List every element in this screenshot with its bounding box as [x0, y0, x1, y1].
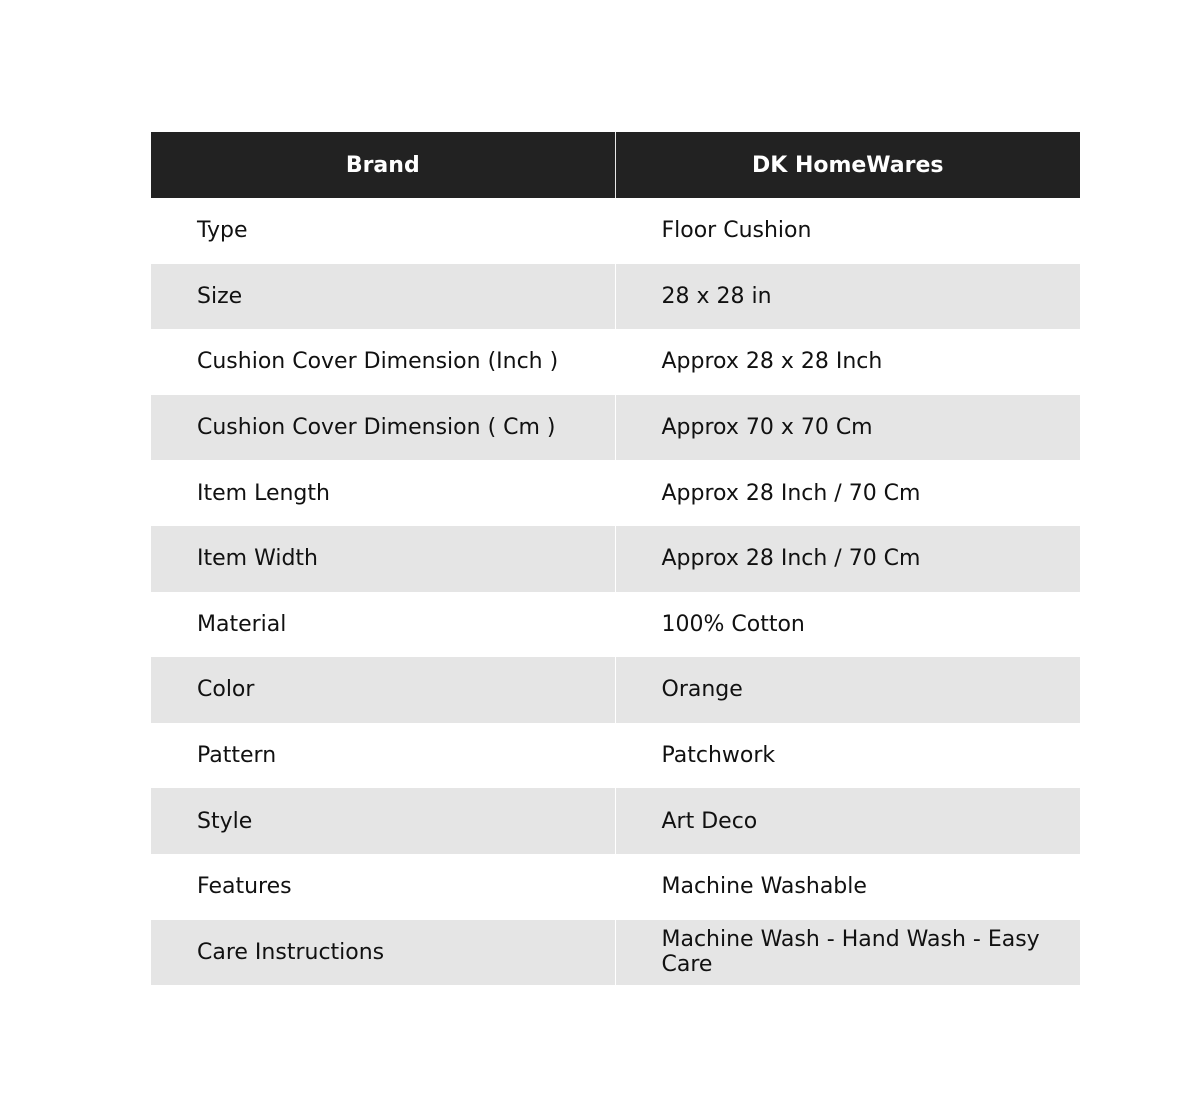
row-label: Style	[151, 788, 615, 854]
header-cell-value: DK HomeWares	[615, 132, 1080, 198]
row-value: Approx 28 Inch / 70 Cm	[615, 526, 1080, 592]
table-header-row	[151, 132, 1080, 198]
table-row	[151, 854, 1080, 920]
table-body	[151, 198, 1080, 985]
table-row	[151, 526, 1080, 592]
row-value: Machine Wash - Hand Wash - Easy Care	[615, 920, 1080, 986]
row-label: Cushion Cover Dimension ( Cm )	[151, 395, 615, 461]
row-label: Type	[151, 198, 615, 264]
row-value: Patchwork	[615, 723, 1080, 789]
table-row	[151, 657, 1080, 723]
header-cell-attribute: Brand	[151, 132, 615, 198]
row-label: Item Length	[151, 460, 615, 526]
table-row	[151, 723, 1080, 789]
row-value: Art Deco	[615, 788, 1080, 854]
row-label: Color	[151, 657, 615, 723]
row-value: Approx 70 x 70 Cm	[615, 395, 1080, 461]
row-value: Machine Washable	[615, 854, 1080, 920]
product-spec-table	[151, 132, 1080, 985]
table-row	[151, 395, 1080, 461]
table-row	[151, 920, 1080, 986]
row-value: Approx 28 Inch / 70 Cm	[615, 460, 1080, 526]
table-header	[151, 132, 1080, 198]
row-label: Features	[151, 854, 615, 920]
row-label: Item Width	[151, 526, 615, 592]
table-row	[151, 329, 1080, 395]
table-row	[151, 460, 1080, 526]
table-row	[151, 264, 1080, 330]
row-label: Size	[151, 264, 615, 330]
table-row	[151, 592, 1080, 658]
row-value: Approx 28 x 28 Inch	[615, 329, 1080, 395]
row-label: Material	[151, 592, 615, 658]
row-value: 28 x 28 in	[615, 264, 1080, 330]
row-value: Floor Cushion	[615, 198, 1080, 264]
row-label: Care Instructions	[151, 920, 615, 986]
table-row	[151, 788, 1080, 854]
table-row	[151, 198, 1080, 264]
row-label: Pattern	[151, 723, 615, 789]
row-label: Cushion Cover Dimension (Inch )	[151, 329, 615, 395]
row-value: 100% Cotton	[615, 592, 1080, 658]
row-value: Orange	[615, 657, 1080, 723]
